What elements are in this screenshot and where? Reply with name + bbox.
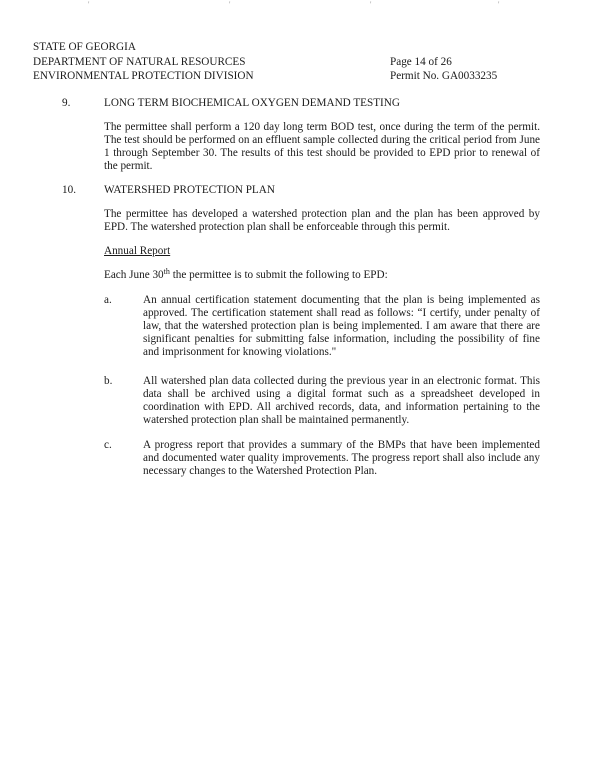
section-paragraph xyxy=(104,121,540,173)
scan-artifact-mark: ' xyxy=(229,0,231,9)
page-info-block xyxy=(390,55,497,84)
item-text: A progress report that provides a summary of the BMPs that have been implemented and documented water quality improvements. The progress report shall also include any necessary changes to the Watershed Protection Plan. xyxy=(143,439,540,477)
item-text: An annual certification statement documenting that the plan is being implemented as approved. The certification statement shall read as follows: “I certify, under penalty of law, that the watershed protection plan is being implemented. I am aware that there are significant penalties for submitting false information, including the possibility of fine and imprisonment for knowing violations." xyxy=(143,294,540,358)
paragraph-text: The permittee shall perform a 120 day long term BOD test, once during the term of the permit. The test should be performed on an effluent sample collected during the critical period from June 1 through September 30. The results of this test should be provided to EPD prior to renewal of the permit. xyxy=(104,121,540,172)
scan-artifact-mark: ' xyxy=(370,0,372,9)
item-text: All watershed plan data collected during the previous year in an electronic format. This data shall be archived using a digital format such as a spreadsheet developed in coordination with EPD. All archived records, data, and information pertaining to the watershed protection plan shall be maintained permanently. xyxy=(143,375,540,426)
section-title: LONG TERM BIOCHEMICAL OXYGEN DEMAND TESTING xyxy=(104,97,400,109)
permit-number: Permit No. GA0033235 xyxy=(390,70,498,82)
ordinal-suffix: th xyxy=(163,267,170,276)
intro-text: the permittee is to submit the following to EPD: xyxy=(169,269,388,281)
section-title: WATERSHED PROTECTION PLAN xyxy=(104,184,275,196)
section-number: 9. xyxy=(62,97,71,109)
intro-sentence xyxy=(104,269,388,282)
scan-artifact-mark: ' xyxy=(498,0,500,9)
paragraph-text: The permittee has developed a watershed protection plan and the plan has been approved by EPD. The watershed protection plan shall be enforceable through this permit. xyxy=(104,208,540,233)
scan-artifact-mark: ' xyxy=(88,0,90,9)
intro-text: Each June 30 xyxy=(104,269,164,281)
agency-line-division: ENVIRONMENTAL PROTECTION DIVISION xyxy=(33,70,254,82)
item-letter: a. xyxy=(104,294,112,306)
section-paragraph xyxy=(104,208,540,234)
item-letter: c. xyxy=(104,439,112,451)
subheading-annual-report: Annual Report xyxy=(104,245,171,257)
item-letter: b. xyxy=(104,375,113,387)
page-number: Page 14 of 26 xyxy=(390,55,452,68)
section-number: 10. xyxy=(62,184,76,196)
agency-name-block xyxy=(33,40,254,84)
agency-line-department: DEPARTMENT OF NATURAL RESOURCES xyxy=(33,55,246,68)
agency-line-state: STATE OF GEORGIA xyxy=(33,41,136,53)
